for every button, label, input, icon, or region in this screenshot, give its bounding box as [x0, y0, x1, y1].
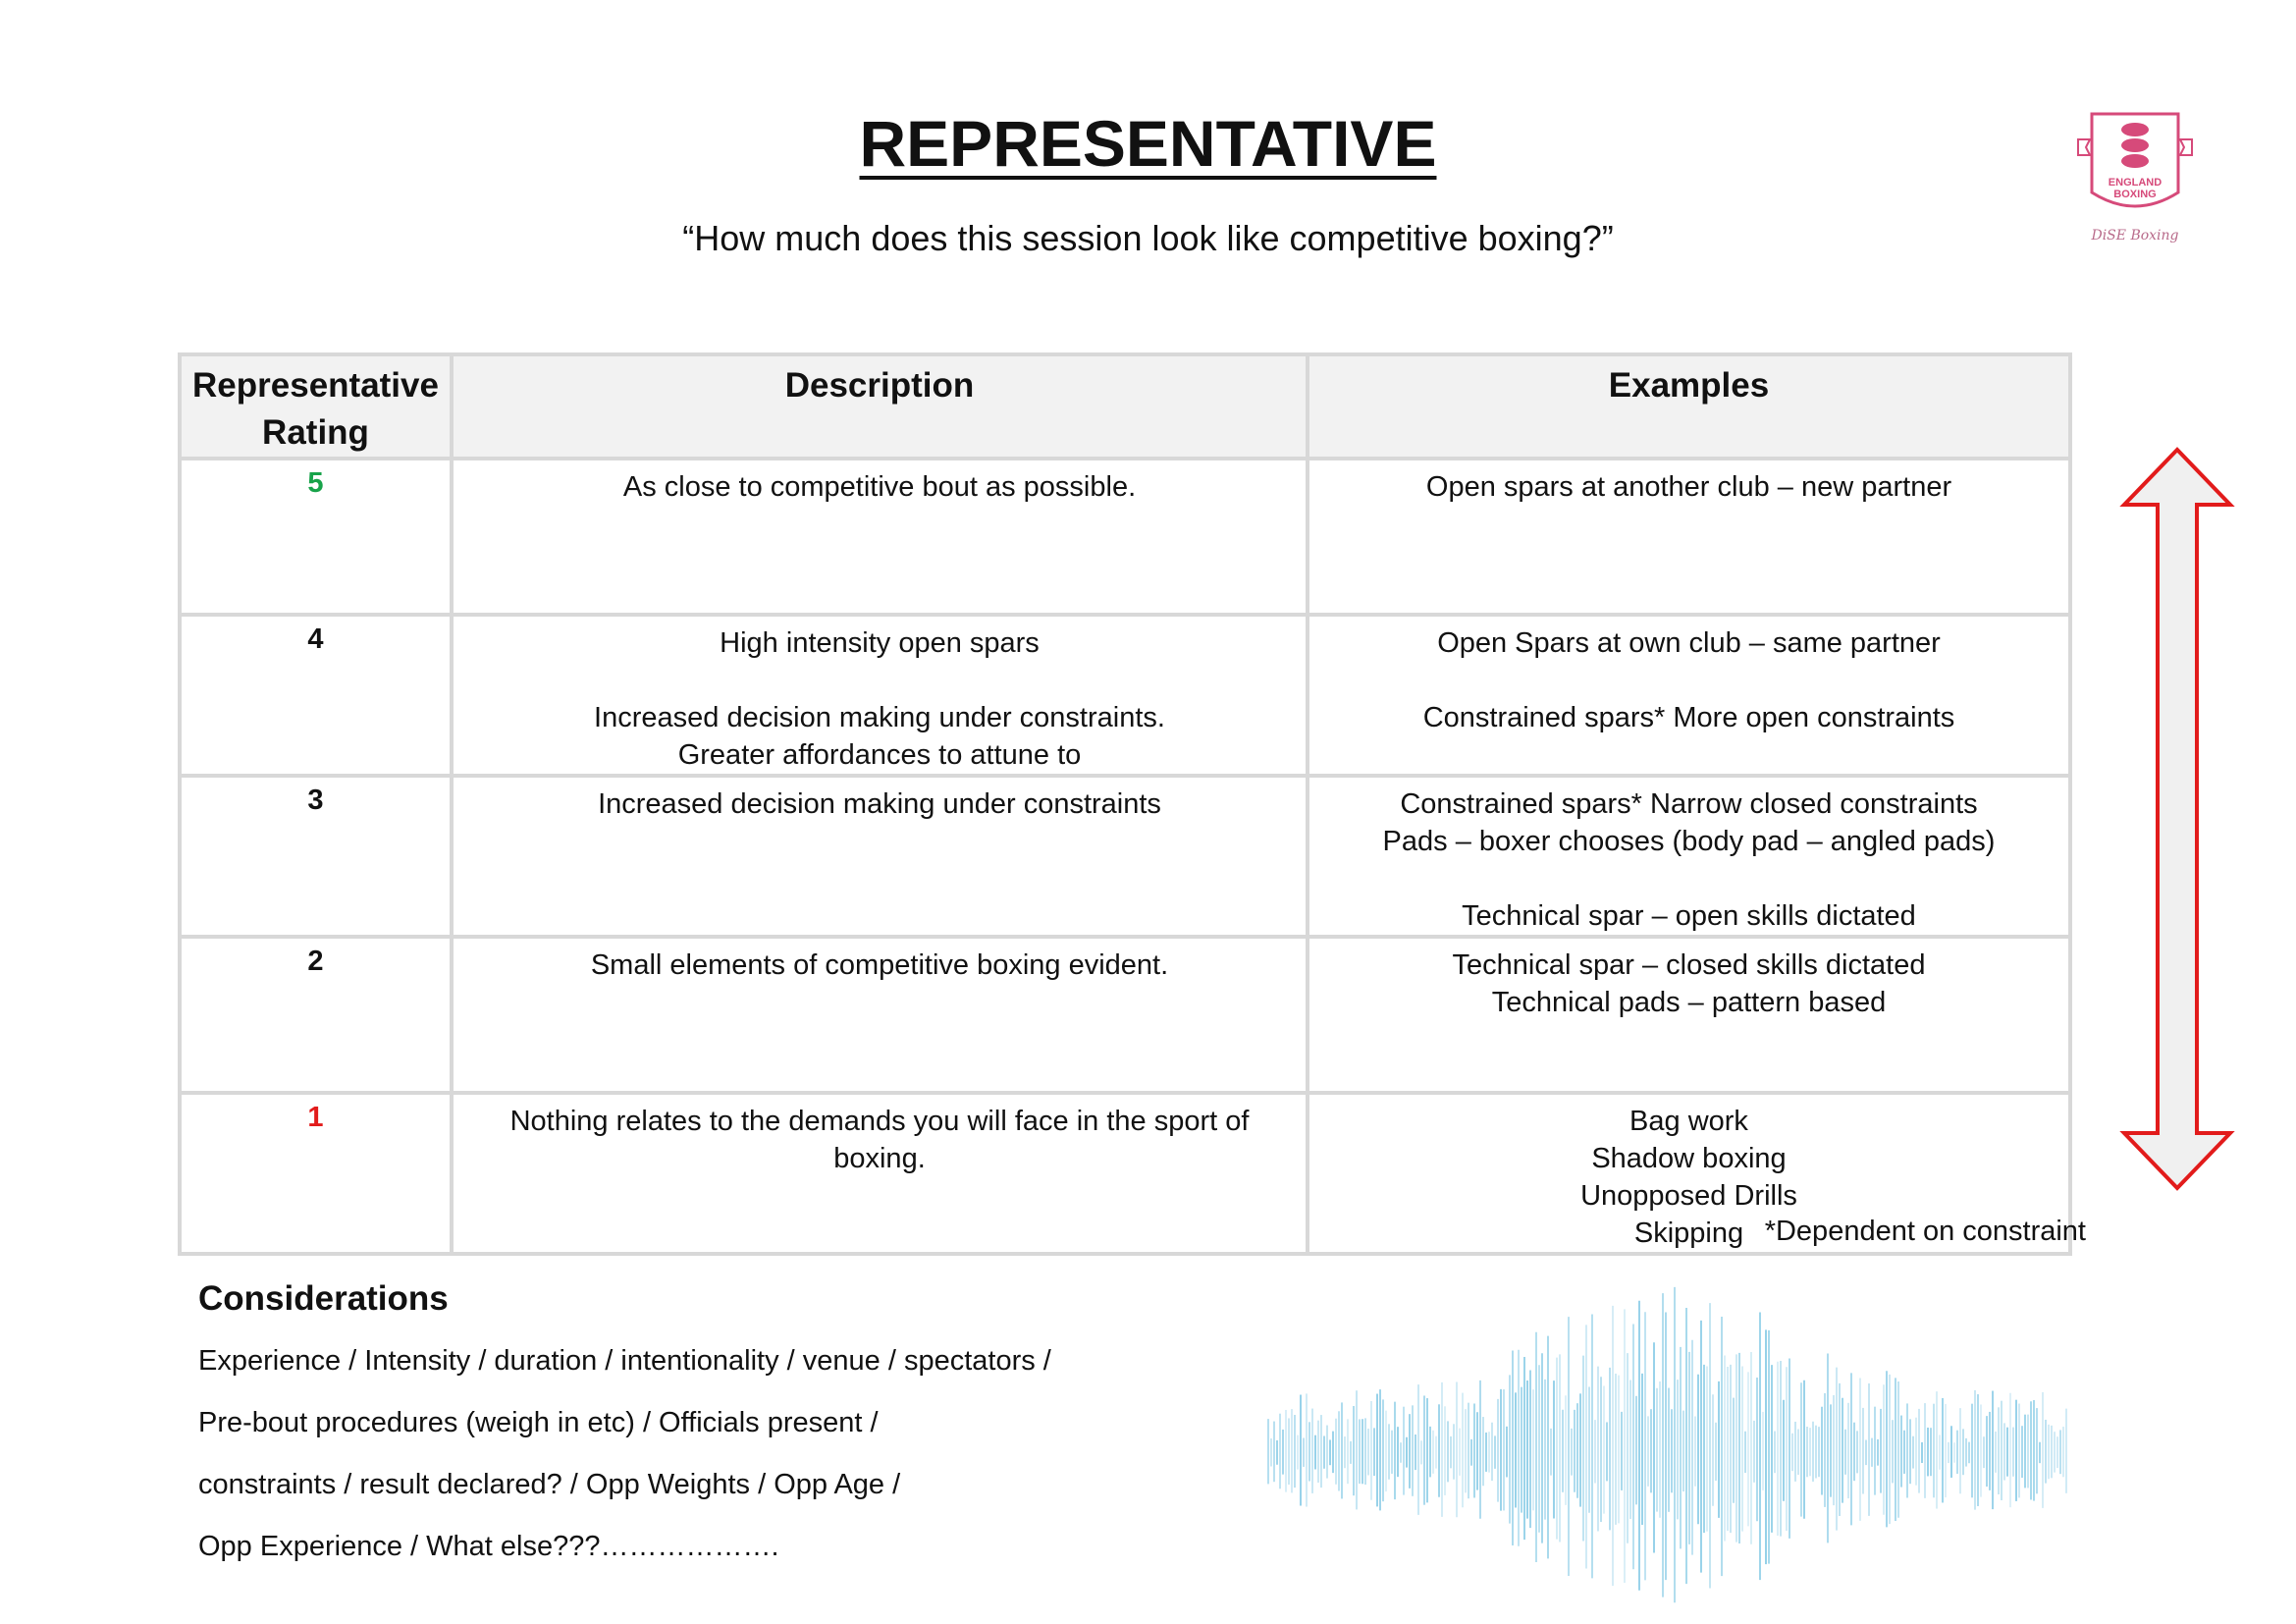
example-line: Skipping — [1633, 1218, 1744, 1249]
description-line: Greater affordances to attune to — [677, 739, 1082, 771]
examples-cell — [1308, 937, 2070, 1093]
header-rating: Representative Rating — [180, 354, 452, 459]
description-cell — [452, 776, 1308, 937]
example-line: Unopposed Drills — [1580, 1180, 1797, 1212]
example-line: Open spars at another club – new partner — [1425, 471, 1952, 503]
table-row-rating-3 — [180, 776, 2070, 937]
example-line: Open Spars at own club – same partner — [1437, 627, 1941, 659]
examples-cell — [1308, 459, 2070, 615]
description-line: Small elements of competitive boxing evident. — [590, 949, 1169, 981]
header-examples: Examples — [1308, 354, 2070, 459]
example-line: Constrained spars* More open constraints — [1422, 702, 1955, 733]
description-cell — [452, 1093, 1308, 1254]
double-headed-arrow-icon — [2118, 446, 2236, 1192]
description-cell — [452, 615, 1308, 776]
representative-rating-table — [178, 352, 2072, 1256]
example-line: Bag work — [1629, 1106, 1748, 1137]
example-line: Constrained spars* Narrow closed constraints — [1400, 788, 1978, 820]
considerations-line: constraints / result declared? / Opp Weights / Opp Age / — [198, 1469, 901, 1500]
rating-cell: 4 — [180, 615, 452, 776]
page-title: REPRESENTATIVE — [859, 107, 1437, 180]
logo-text-england: ENGLAND — [2108, 177, 2163, 189]
considerations-heading: Considerations — [198, 1279, 449, 1318]
rating-cell: 3 — [180, 776, 452, 937]
logo-text-boxing: BOXING — [2113, 189, 2157, 200]
description-line: High intensity open spars — [720, 627, 1040, 659]
example-line: Technical spar – closed skills dictated — [1452, 949, 1926, 981]
example-line: Technical pads – pattern based — [1491, 987, 1887, 1018]
examples-cell — [1308, 776, 2070, 937]
considerations-line: Experience / Intensity / duration / intentionality / venue / spectators / — [198, 1345, 1051, 1377]
examples-cell — [1308, 615, 2070, 776]
footnote: *Dependent on constraint — [1764, 1216, 2086, 1247]
example-line: Technical spar – open skills dictated — [1462, 900, 1916, 932]
rating-cell: 5 — [180, 459, 452, 615]
considerations-line: Opp Experience / What else???………………. — [198, 1531, 779, 1562]
table-header-row — [180, 354, 2070, 459]
example-line: Pads – boxer chooses (body pad – angled pads) — [1382, 826, 1996, 857]
considerations-line: Pre-bout procedures (weigh in etc) / Officials present / — [198, 1407, 879, 1438]
logo-signature: DiSE Boxing — [2091, 228, 2179, 244]
description-line: As close to competitive bout as possible. — [622, 471, 1137, 503]
sound-wave-graphic — [1266, 1257, 2071, 1624]
description-line: Nothing relates to the demands you will face in the sport of boxing. — [509, 1106, 1250, 1174]
description-cell — [452, 937, 1308, 1093]
england-boxing-logo-icon — [2076, 110, 2194, 252]
table-row-rating-4 — [180, 615, 2070, 776]
rating-cell: 2 — [180, 937, 452, 1093]
page-subtitle: “How much does this session look like competitive boxing?” — [682, 218, 1614, 258]
description-line: Increased decision making under constraints — [598, 788, 1161, 820]
example-line: Shadow boxing — [1591, 1143, 1787, 1174]
header-description: Description — [452, 354, 1308, 459]
table-row-rating-2 — [180, 937, 2070, 1093]
table-row-rating-5 — [180, 459, 2070, 615]
rating-cell: 1 — [180, 1093, 452, 1254]
description-line: Increased decision making under constraints. — [594, 702, 1165, 733]
description-cell — [452, 459, 1308, 615]
